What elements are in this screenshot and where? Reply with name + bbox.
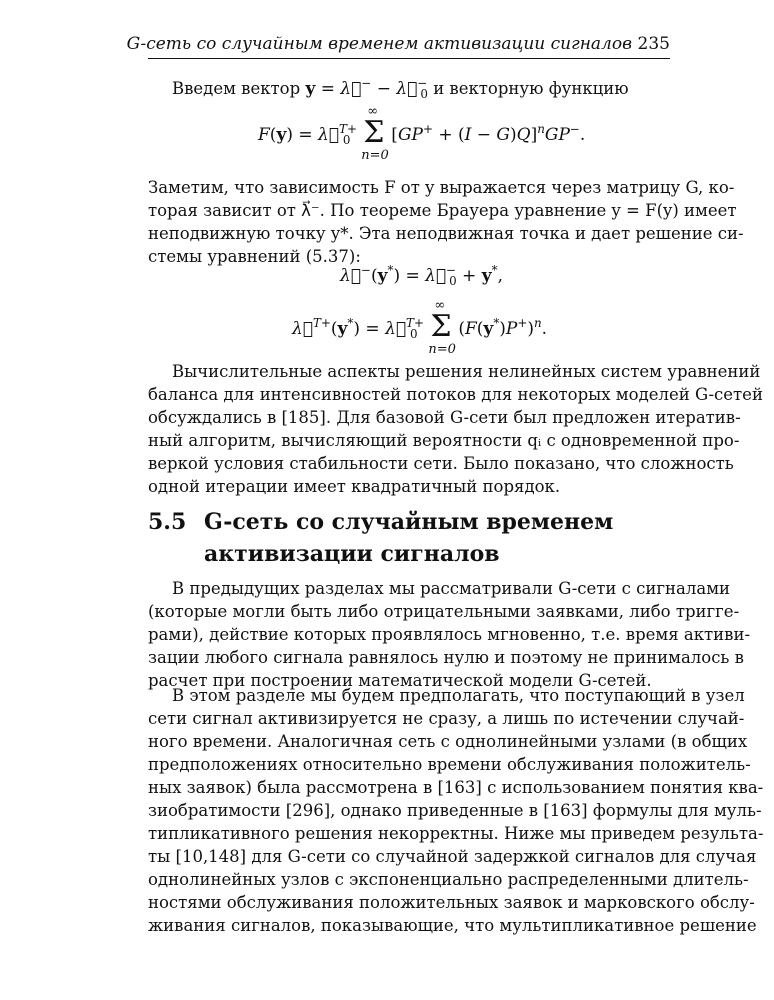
text-line: (которые могли быть либо отрицательными заявками, либо тригге- [148, 602, 740, 621]
text-line: типликативного решения некорректны. Ниже мы приведем результа- [148, 824, 764, 843]
text-line: ный алгоритм, вычисляющий вероятности qᵢ с одновременной про- [148, 431, 740, 450]
text-line: рами), действие которых проявлялось мгновенно, т.е. время активи- [148, 625, 751, 644]
text-line: Введем вектор y = λ⃗− − $\lambda⃗^-_0$ и векторную функцию [172, 75, 629, 101]
text-line: неподвижную точку y*. Эта неподвижная точка и дает решение си- [148, 224, 744, 243]
text-line: однолинейных узлов с экспоненциально распределенными длитель- [148, 870, 749, 889]
sum-symbol: Σ ∞ n=0 [428, 298, 456, 357]
section-number: 5.5 [148, 509, 187, 535]
paragraph-fixed-point [148, 176, 744, 268]
paragraph-intro-vector [148, 77, 670, 101]
text-line: ностями обслуживания положительных заявок и марковского обслу- [148, 893, 755, 912]
section-title-line-1: G-сеть со случайным временем [204, 509, 614, 535]
text-line: зации любого сигнала равнялось нулю и поэтому не принималось в [148, 648, 744, 667]
inline-formula-y: y = λ⃗− − $\lambda⃗^-_0$ [305, 75, 428, 101]
text-line: веркой условия стабильности сети. Было показано, что сложность [148, 454, 734, 473]
text-line: одной итерации имеет квадратичный порядок. [148, 477, 561, 496]
text-line: обсуждались в [185]. Для базовой G-сети был предложен итератив- [148, 408, 741, 427]
text-line: Вычислительные аспекты решения нелинейных систем уравнений [172, 362, 761, 381]
text-line: Заметим, что зависимость F от y выражается через матрицу G, ко- [148, 178, 735, 197]
text-line: расчет при построении математической модели G-сетей. [148, 671, 652, 690]
section-title-line-2: активизации сигналов [204, 541, 500, 567]
paragraph-previous-sections [148, 577, 751, 692]
text-line: баланса для интенсивностей потоков для некоторых моделей G-сетей [148, 385, 763, 404]
header-rule [148, 58, 670, 59]
text-line: ного времени. Аналогичная сеть с однолинейными узлами (в общих [148, 732, 748, 751]
page-number: 235 [637, 34, 670, 54]
text-line: предположениях относительно времени обслуживания положитель- [148, 755, 751, 774]
text-line: В этом разделе мы будем предполагать, что поступающий в узел [172, 686, 745, 705]
text-line: В предыдущих разделах мы рассматривали G-сети с сигналами [172, 579, 731, 598]
formula-lambda-minus: λ⃗−(y*) = $\lambda⃗^-_0 + y^*$, [340, 262, 503, 288]
text-line: сети сигнал активизируется не сразу, а лишь по истечении случай- [148, 709, 745, 728]
text-line: ты [10,148] для G-сети со случайной задержкой сигналов для случая [148, 847, 757, 866]
sum-symbol: Σ ∞ n=0 [361, 104, 389, 163]
text-line: зиобратимости [296], однако приведенные в [163] формулы для муль- [148, 801, 762, 820]
running-head [126, 34, 670, 54]
running-head-title: G-сеть со случайным временем активизации сигналов [126, 34, 632, 54]
text-line: живания сигналов, показывающие, что мультипликативное решение [148, 916, 757, 935]
paragraph-computational-aspects [148, 360, 763, 498]
formula-lambda-T-plus: λ⃗$^{T+}$(y*) = λ⃗$^{T+}_0$ Σ ∞ n=0 $(F(y^*)P^+)^n$. [292, 298, 548, 357]
text-line: стемы уравнений (5.37): [148, 247, 361, 266]
text-line: торая зависит от λ⃗⁻. По теореме Брауера уравнение y = F(y) имеет [148, 201, 737, 220]
formula-F-of-y: F(y) = λ⃗$^{T+}_0$ Σ ∞ n=0 $[GP^+ + (I - G)Q]^nGP^-$. [258, 104, 586, 163]
paragraph-this-section [148, 684, 764, 937]
text-line: ных заявок) была рассмотрена в [163] с использованием понятия ква- [148, 778, 764, 797]
